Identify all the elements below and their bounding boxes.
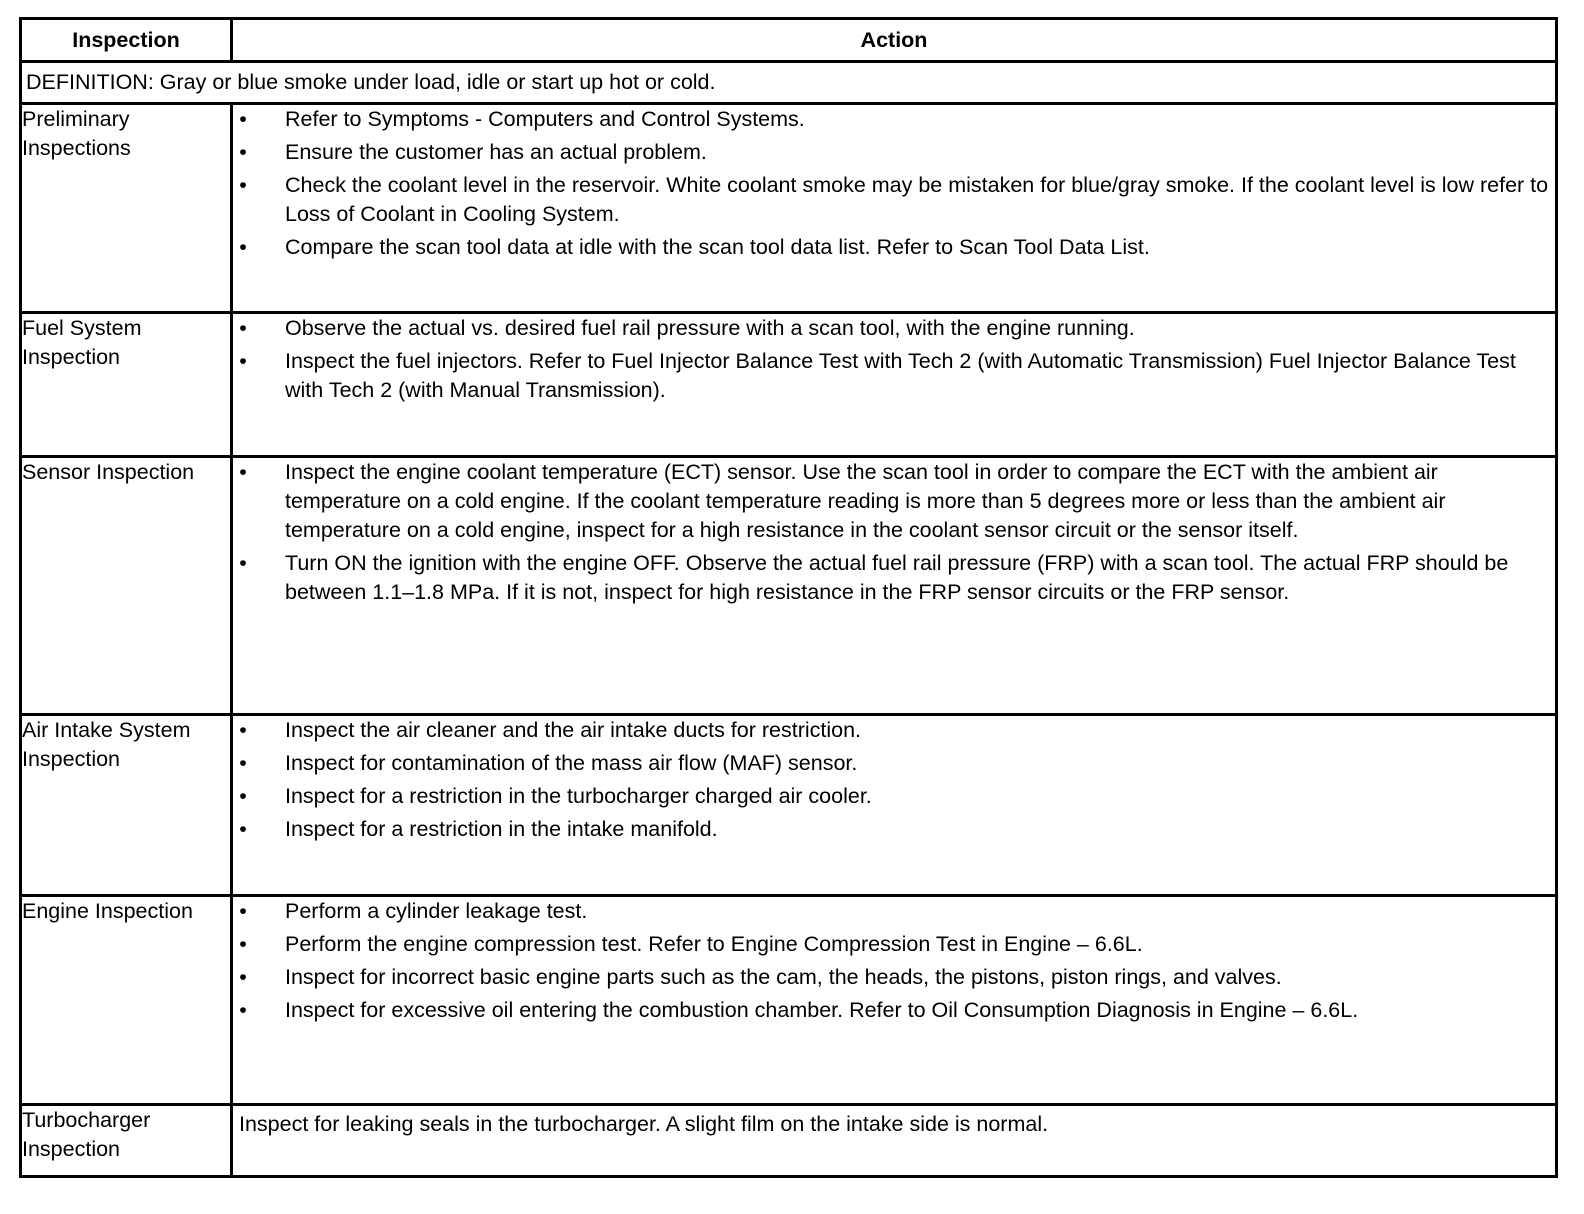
action-list	[233, 458, 1555, 607]
table-row	[21, 1105, 1557, 1177]
bullet-icon: •	[239, 998, 247, 1022]
list-item-text: Perform the engine compression test. Refer to Engine Compression Test in Engine – 6.6L.	[285, 932, 1143, 956]
row-label: Sensor Inspection	[21, 457, 232, 715]
list-item-text: Observe the actual vs. desired fuel rail pressure with a scan tool, with the engine running.	[285, 316, 1135, 340]
list-item-text: Compare the scan tool data at idle with the scan tool data list. Refer to Scan Tool Data List.	[285, 235, 1150, 259]
list-item	[233, 897, 1555, 926]
list-item	[233, 347, 1555, 405]
bullet-icon: •	[239, 316, 247, 340]
action-list	[233, 105, 1555, 262]
list-item	[233, 549, 1555, 607]
table-row	[21, 104, 1557, 313]
list-item-text: Inspect for contamination of the mass air flow (MAF) sensor.	[285, 751, 858, 775]
list-item	[233, 138, 1555, 167]
bullet-icon: •	[239, 173, 247, 197]
list-item	[233, 233, 1555, 262]
bullet-icon: •	[239, 551, 247, 575]
table-row	[21, 715, 1557, 896]
row-action: Inspect for leaking seals in the turbocharger. A slight film on the intake side is normal.	[232, 1105, 1557, 1177]
list-item-text: Inspect for excessive oil entering the combustion chamber. Refer to Oil Consumption Diagnosis in Engine – 6.6L.	[285, 998, 1359, 1022]
list-item-text: Inspect for a restriction in the turbocharger charged air cooler.	[285, 784, 872, 808]
bullet-icon: •	[239, 965, 247, 989]
row-label: Air Intake System Inspection	[21, 715, 232, 896]
table-header-row	[21, 19, 1557, 62]
list-item	[233, 963, 1555, 992]
table-row	[21, 313, 1557, 457]
bullet-icon: •	[239, 751, 247, 775]
row-action	[232, 457, 1557, 715]
list-item-text: Inspect the air cleaner and the air intake ducts for restriction.	[285, 718, 862, 742]
bullet-icon: •	[239, 718, 247, 742]
list-item	[233, 716, 1555, 745]
bullet-icon: •	[239, 235, 247, 259]
row-action	[232, 715, 1557, 896]
row-label: Preliminary Inspections	[21, 104, 232, 313]
list-item-text: Check the coolant level in the reservoir. White coolant smoke may be mistaken for blue/gray smoke. If the coolant level is low refer to Loss of Coolant in Cooling System.	[285, 173, 1549, 226]
list-item	[233, 171, 1555, 229]
header-inspection: Inspection	[21, 19, 232, 62]
list-item-text: Inspect the fuel injectors. Refer to Fuel Injector Balance Test with Tech 2 (with Automatic Transmission) Fuel Injector Balance Test with Tech 2 (with Manual Transmission).	[285, 349, 1516, 402]
list-item-text: Perform a cylinder leakage test.	[285, 899, 588, 923]
list-item-text: Inspect for incorrect basic engine parts such as the cam, the heads, the pistons, piston rings, and valves.	[285, 965, 1282, 989]
table-row	[21, 457, 1557, 715]
definition-text: DEFINITION: Gray or blue smoke under load, idle or start up hot or cold.	[21, 62, 1557, 104]
action-list	[233, 716, 1555, 844]
header-action: Action	[232, 19, 1557, 62]
list-item-text: Inspect the engine coolant temperature (ECT) sensor. Use the scan tool in order to compare the ECT with the ambient air temperature on a cold engine. If the coolant temperature reading is more than 5 degrees more or less than the ambient air temperature on a cold engine, inspect for a high resistance in the coolant sensor circuit or the sensor itself.	[285, 460, 1446, 542]
list-item	[233, 815, 1555, 844]
bullet-icon: •	[239, 784, 247, 808]
bullet-icon: •	[239, 932, 247, 956]
bullet-icon: •	[239, 817, 247, 841]
list-item	[233, 105, 1555, 134]
list-item	[233, 930, 1555, 959]
action-list	[233, 897, 1555, 1025]
list-item	[233, 782, 1555, 811]
list-item-text: Ensure the customer has an actual problem.	[285, 140, 707, 164]
row-action	[232, 104, 1557, 313]
list-item	[233, 996, 1555, 1025]
row-label: Engine Inspection	[21, 896, 232, 1105]
bullet-icon: •	[239, 460, 247, 484]
bullet-icon: •	[239, 349, 247, 373]
list-item-text: Inspect for a restriction in the intake manifold.	[285, 817, 718, 841]
table-row	[21, 896, 1557, 1105]
list-item-text: Refer to Symptoms - Computers and Control Systems.	[285, 107, 805, 131]
bullet-icon: •	[239, 140, 247, 164]
action-list	[233, 314, 1555, 405]
row-action	[232, 896, 1557, 1105]
bullet-icon: •	[239, 899, 247, 923]
diagnosis-table	[19, 17, 1558, 1178]
row-label: Fuel System Inspection	[21, 313, 232, 457]
list-item-text: Turn ON the ignition with the engine OFF. Observe the actual fuel rail pressure (FRP) with a scan tool. The actual FRP should be between 1.1–1.8 MPa. If it is not, inspect for high resistance in the FRP sensor circuits or the FRP sensor.	[285, 551, 1509, 604]
list-item	[233, 749, 1555, 778]
list-item	[233, 314, 1555, 343]
bullet-icon: •	[239, 107, 247, 131]
definition-row	[21, 62, 1557, 104]
row-label: Turbocharger Inspection	[21, 1105, 232, 1177]
list-item	[233, 458, 1555, 545]
row-action	[232, 313, 1557, 457]
